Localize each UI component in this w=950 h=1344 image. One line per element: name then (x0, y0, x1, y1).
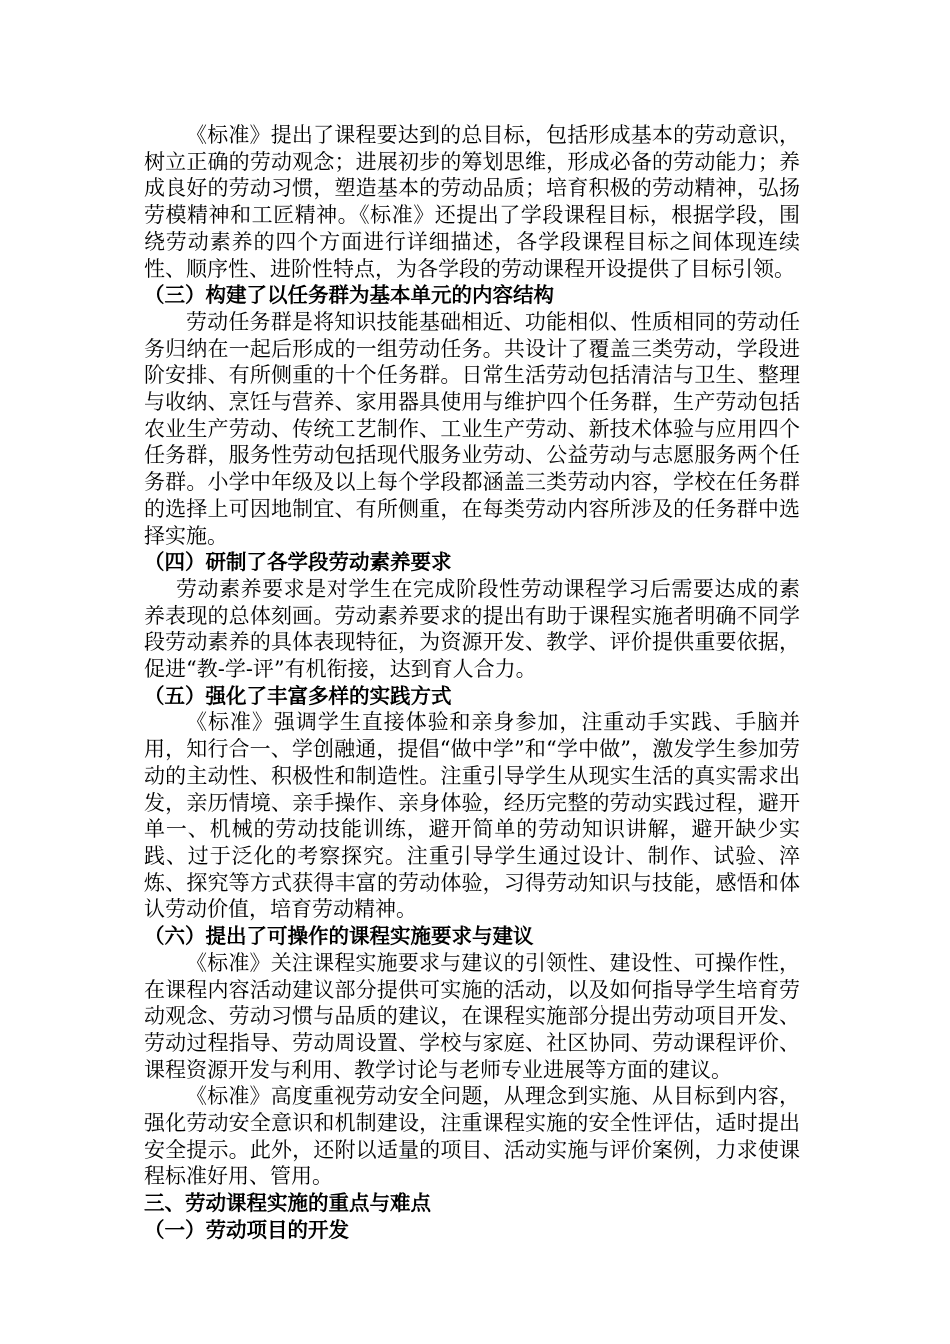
paragraph-labor-safety: 《标准》高度重视劳动安全问题，从理念到实施、从目标到内容，强化劳动安全意识和机制建设，注重课程实施的安全性评估，适时提出安全提示。此外，还附以适量的项目、活动实施与评价案例，力求使课程标准好用、管用。 (144, 1084, 800, 1189)
paragraph-literacy-requirements: 劳动素养要求是对学生在完成阶段性劳动课程学习后需要达成的素养表现的总体刻画。劳动素养要求的提出有助于课程实施者明确不同学段劳动素养的具体表现特征，为资源开发、教学、评价提供重要依据，促进“教-学-评”有机衔接，达到育人合力。 (144, 576, 800, 682)
heading-task-group-structure: （三）构建了以任务群为基本单元的内容结构 (144, 283, 554, 308)
paragraph-task-groups: 劳动任务群是将知识技能基础相近、功能相似、性质相同的劳动任务归纳在一起后形成的一组劳动任务。共设计了覆盖三类劳动，学段进阶安排、有所侧重的十个任务群。日常生活劳动包括清洁与卫生、整理与收纳、烹饪与营养、家用器具使用与维护四个任务群，生产劳动包括农业生产劳动、传统工艺制作、工业生产劳动、新技术体验与应用四个任务群，服务性劳动包括现代服务业劳动、公益劳动与志愿服务两个任务群。小学中年级及以上每个学段都涵盖三类劳动内容，学校在任务群的选择上可因地制宜、有所侧重，在每类劳动内容所涉及的任务群中选择实施。 (144, 309, 800, 548)
paragraph-practice-methods: 《标准》强调学生直接体验和亲身参加，注重动手实践、手脑并用，知行合一、学创融通，提倡“做中学”和“学中做”，激发学生参加劳动的主动性、积极性和制造性。注重引导学生从现实生活的真实需求出发，亲历情境、亲手操作、亲身体验，经历完整的劳动实践过程，避开单一、机械的劳动技能训练，避开简单的劳动知识讲解，避开缺少实践、过于泛化的考察探究。注重引导学生通过设计、制作、试验、淬炼、探究等方式获得丰富的劳动体验，习得劳动知识与技能，感悟和体认劳动价值，培育劳动精神。 (144, 710, 800, 922)
heading-project-development: （一）劳动项目的开发 (144, 1217, 349, 1242)
document-page (144, 122, 800, 1244)
paragraph-overall-goals: 《标准》提出了课程要达到的总目标，包括形成基本的劳动意识，树立正确的劳动观念；进展初步的筹划思维，形成必备的劳动能力；养成良好的劳动习惯，塑造基本的劳动品质；培育积极的劳动精神，弘扬劳模精神和工匠精神。《标准》还提出了学段课程目标，根据学段，围绕劳动素养的四个方面进行详细描述，各学段课程目标之间体现连续性、顺序性、进阶性特点，为各学段的劳动课程开设提供了目标引领。 (144, 123, 800, 281)
heading-section-three: 三、劳动课程实施的重点与难点 (144, 1191, 431, 1216)
paragraph-implementation-suggestions: 《标准》关注课程实施要求与建议的引领性、建设性、可操作性，在课程内容活动建议部分提供可实施的活动，以及如何指导学生培育劳动观念、劳动习惯与品质的建议，在课程实施部分提出劳动项目开发、劳动过程指导、劳动周设置、学校与家庭、社区协同、劳动课程评价、课程资源开发与利用、教学讨论与老师专业进展等方面的建议。 (144, 950, 800, 1082)
heading-practice-methods: （五）强化了丰富多样的实践方式 (144, 683, 452, 708)
heading-literacy-requirements: （四）研制了各学段劳动素养要求 (144, 550, 452, 575)
heading-implementation-suggestions: （六）提出了可操作的课程实施要求与建议 (144, 924, 534, 949)
